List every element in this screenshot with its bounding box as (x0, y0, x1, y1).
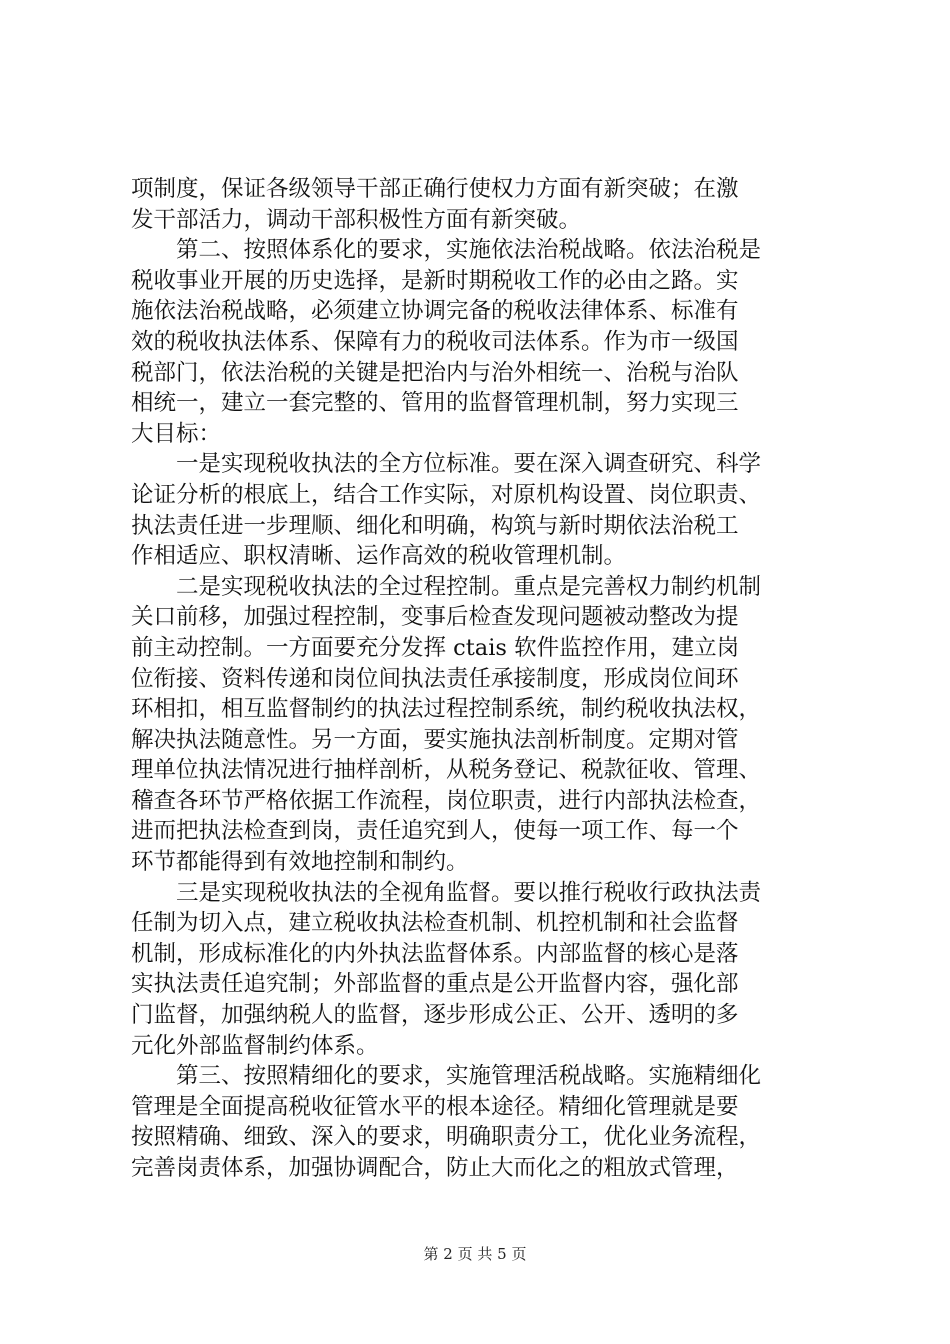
text-line: 大目标： (131, 420, 222, 447)
page-footer (0, 1244, 950, 1264)
document-body (131, 174, 831, 1184)
text-line: 执法责任进一步理顺、细化和明确，构筑与新时期依法治税工 (131, 512, 739, 539)
paragraph-start-line: 第二、按照体系化的要求，实施依法治税战略。依法治税是 (176, 237, 762, 264)
text-line: 稽查各环节严格依据工作流程，岗位职责，进行内部执法检查， (131, 787, 762, 814)
text-line: 环节都能得到有效地控制和制约。 (131, 849, 469, 876)
text-line: 效的税收执法体系、保障有力的税收司法体系。作为市一级国 (131, 328, 739, 355)
paragraph-start-line: 第三、按照精细化的要求，实施管理活税战略。实施精细化 (176, 1063, 762, 1090)
text-line: 进而把执法检查到岗，责任追究到人，使每一项工作、每一个 (131, 818, 739, 845)
text-line: 作相适应、职权清晰、运作高效的税收管理机制。 (131, 543, 627, 570)
paragraph-start-line: 二是实现税收执法的全过程控制。重点是完善权力制约机制 (176, 573, 762, 600)
text-line: 完善岗责体系，加强协调配合，防止大而化之的粗放式管理， (131, 1155, 739, 1181)
text-line: 任制为切入点，建立税收执法检查机制、机控机制和社会监督 (131, 910, 739, 937)
text-line: 位衔接、资料传递和岗位间执法责任承接制度，形成岗位间环 (131, 665, 739, 692)
paragraph-start-line: 一是实现税收执法的全方位标准。要在深入调查研究、科学 (176, 451, 762, 478)
text-line: 元化外部监督制约体系。 (131, 1032, 379, 1059)
text-line: 施依法治税战略，必须建立协调完备的税收法律体系、标准有 (131, 298, 739, 325)
text-line: 相统一，建立一套完整的、管用的监督管理机制，努力实现三 (131, 390, 739, 417)
text-line: 实执法责任追究制；外部监督的重点是公开监督内容，强化部 (131, 971, 739, 998)
text-line: 论证分析的根底上，结合工作实际，对原机构设置、岗位职责、 (131, 481, 762, 508)
page-number-label: 第 2 页 共 5 页 (423, 1245, 527, 1263)
text-line: 门监督，加强纳税人的监督，逐步形成公正、公开、透明的多 (131, 1002, 739, 1029)
text-line: 项制度，保证各级领导干部正确行使权力方面有新突破；在激 (131, 176, 739, 202)
text-line: 管理是全面提高税收征管水平的根本途径。精细化管理就是要 (131, 1093, 739, 1120)
text-line: 税收事业开展的历史选择，是新时期税收工作的必由之路。实 (131, 267, 739, 294)
text-line: 前主动控制。一方面要充分发挥 ctais 软件监控作用，建立岗 (131, 634, 740, 661)
text-line: 理单位执法情况进行抽样剖析，从税务登记、税款征收、管理、 (131, 757, 762, 784)
paragraph-start-line: 三是实现税收执法的全视角监督。要以推行税收行政执法责 (176, 879, 762, 906)
text-line: 环相扣，相互监督制约的执法过程控制系统，制约税收执法权， (131, 696, 762, 723)
text-line: 解决执法随意性。另一方面，要实施执法剖析制度。定期对管 (131, 726, 739, 753)
text-line: 按照精确、细致、深入的要求，明确职责分工，优化业务流程， (131, 1124, 762, 1151)
text-line: 发干部活力，调动干部积极性方面有新突破。 (131, 206, 582, 233)
text-line: 机制，形成标准化的内外执法监督体系。内部监督的核心是落 (131, 940, 739, 967)
text-line: 税部门，依法治税的关键是把治内与治外相统一、治税与治队 (131, 359, 739, 386)
text-line: 关口前移，加强过程控制，变事后检查发现问题被动整改为提 (131, 604, 739, 631)
